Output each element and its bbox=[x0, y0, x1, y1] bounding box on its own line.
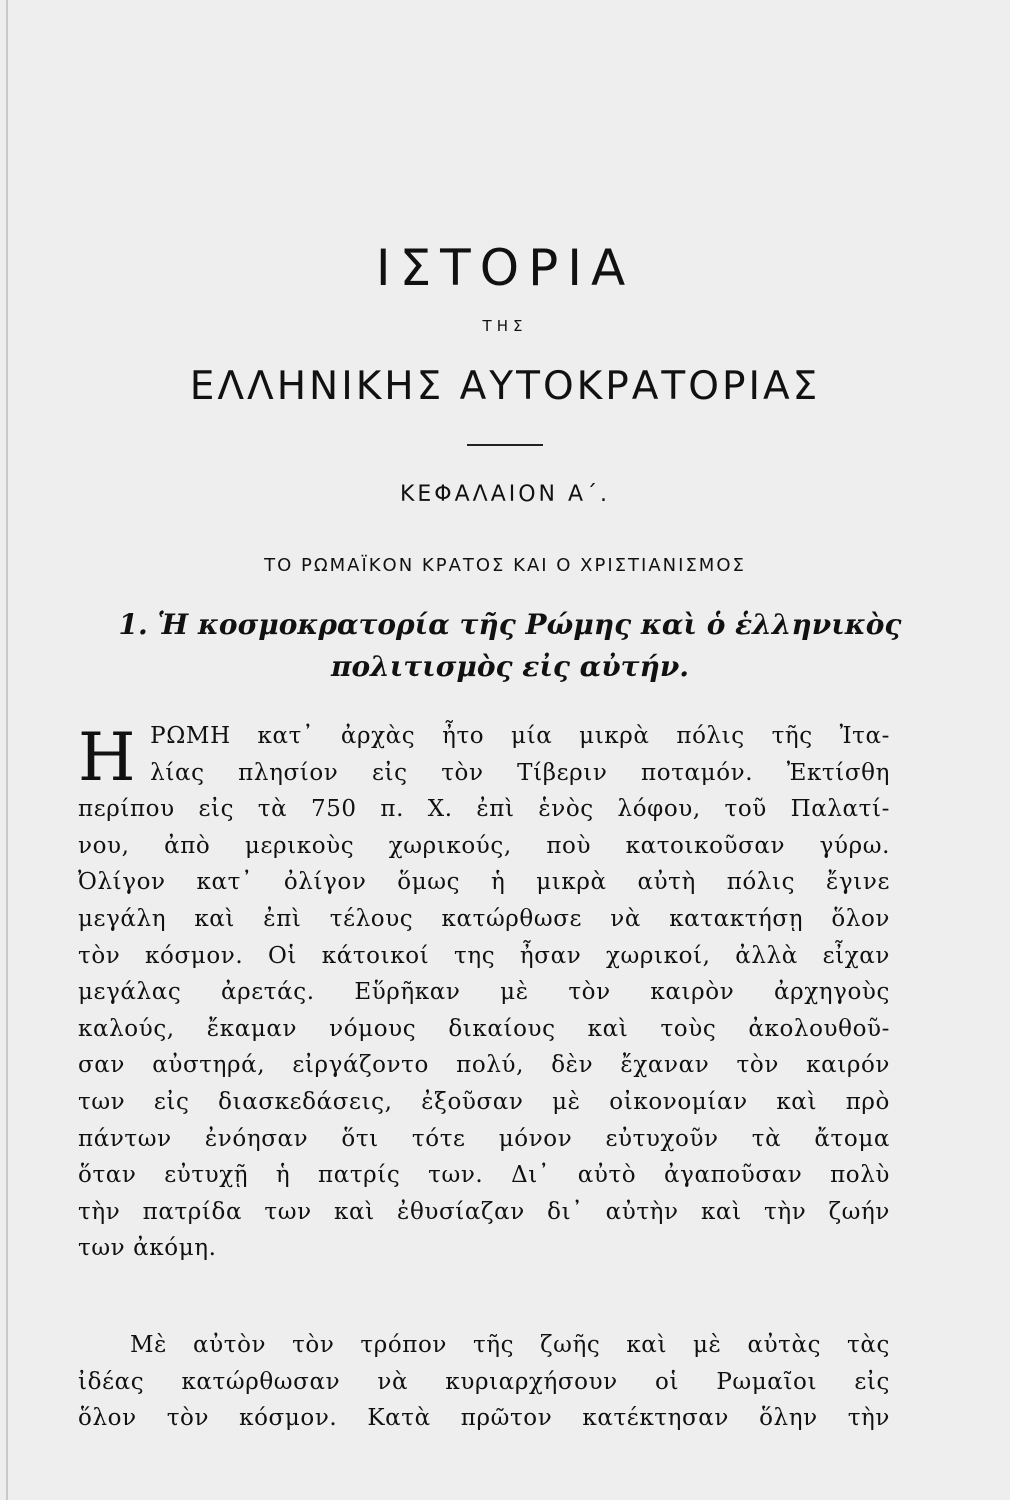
paragraph-line: ὅλον τὸν κόσμον. Κατὰ πρῶτον κατέκτησαν ὅλην τὴν bbox=[78, 1405, 890, 1432]
section-number: 1. bbox=[118, 608, 148, 641]
paragraph-line: μεγάλας ἀρετάς. Εὕρῆκαν μὲ τὸν καιρὸν ἀρχηγοὺς bbox=[78, 979, 890, 1006]
paragraph-line: των ἀκόμη. bbox=[78, 1235, 217, 1262]
title-article: ΤΗΣ bbox=[482, 317, 528, 335]
paragraph-line: μεγάλη καὶ ἐπὶ τέλους κατώρθωσε νὰ κατακτήσῃ ὅλον bbox=[78, 905, 890, 932]
paragraph-line: ὅταν εὐτυχῇ ἡ πατρίς των. Δι᾽ αὐτὸ ἀγαποῦσαν πολὺ bbox=[78, 1162, 890, 1189]
paragraph-2 bbox=[78, 1327, 890, 1437]
section-heading bbox=[110, 604, 910, 688]
paragraph-line: Μὲ αὐτὸν τὸν τρόπον τῆς ζωῆς καὶ μὲ αὐτὰς τὰς bbox=[130, 1332, 890, 1358]
divider-rule bbox=[467, 444, 543, 446]
paragraph-line: των εἰς διασκεδάσεις, ἐξοῦσαν μὲ οἰκονομίαν καὶ πρὸ bbox=[78, 1088, 890, 1115]
paragraph-1 bbox=[78, 718, 890, 1267]
chapter-title: ΤΟ ΡΩΜΑΪΚΟΝ ΚΡΑΤΟΣ ΚΑΙ Ο ΧΡΙΣΤΙΑΝΙΣΜΟΣ bbox=[264, 555, 746, 576]
paragraph-line: πάντων ἐνόησαν ὅτι τότε μόνον εὐτυχοῦν τὰ ἄτομα bbox=[78, 1125, 890, 1152]
paragraph-line: Ὀλίγον κατ᾽ ὀλίγον ὅμως ἡ μικρὰ αὐτὴ πόλις ἔγινε bbox=[78, 869, 890, 896]
paragraph-line: τὴν πατρίδα των καὶ ἐθυσίαζαν δι᾽ αὐτὴν καὶ τὴν ζωήν bbox=[78, 1198, 890, 1225]
section-heading-line-1 bbox=[110, 604, 910, 646]
paragraph-line: λίας πλησίον εἰς τὸν Τίβεριν ποταμόν. Ἐκτίσθη bbox=[150, 759, 890, 786]
paragraph-line: καλούς, ἔκαμαν νόμους δικαίους καὶ τοὺς ἀκολουθοῦ- bbox=[78, 1015, 890, 1042]
paragraph-line: ἰδέας κατώρθωσαν νὰ κυριαρχήσουν οἱ Ρωμαῖοι εἰς bbox=[78, 1368, 890, 1395]
paragraph-line: σαν αὐστηρά, εἰργάζοντο πολύ, δὲν ἔχαναν τὸν καιρόν bbox=[78, 1052, 890, 1079]
section-title-part-1: Ἡ κοσμοκρατορία τῆς Ρώμης καὶ ὁ ἑλληνικὸς bbox=[157, 608, 902, 641]
chapter-label: ΚΕΦΑΛΑΙΟΝ Α΄. bbox=[399, 482, 611, 507]
paragraph-line: τὸν κόσμον. Οἱ κάτοικοί της ἦσαν χωρικοί, ἀλλὰ εἶχαν bbox=[78, 942, 890, 969]
paragraph-line: νου, ἀπὸ μερικοὺς χωρικούς, ποὺ κατοικοῦσαν γύρω. bbox=[78, 832, 890, 859]
paragraph-line: περίπου εἰς τὰ 750 π. Χ. ἐπὶ ἑνὸς λόφου, τοῦ Παλατί- bbox=[78, 796, 890, 823]
paragraph-line: ΡΩΜΗ κατ᾽ ἀρχὰς ἦτο μία μικρὰ πόλις τῆς Ἰτα- bbox=[150, 723, 890, 749]
section-title-part-2: πολιτισμὸς εἰς αὐτήν. bbox=[330, 650, 690, 683]
drop-cap: Η bbox=[78, 719, 137, 796]
book-title: ΙΣΤΟΡΙΑ bbox=[375, 239, 635, 297]
book-subtitle: ΕΛΛΗΝΙΚΗΣ ΑΥΤΟΚΡΑΤΟΡΙΑΣ bbox=[189, 364, 821, 409]
